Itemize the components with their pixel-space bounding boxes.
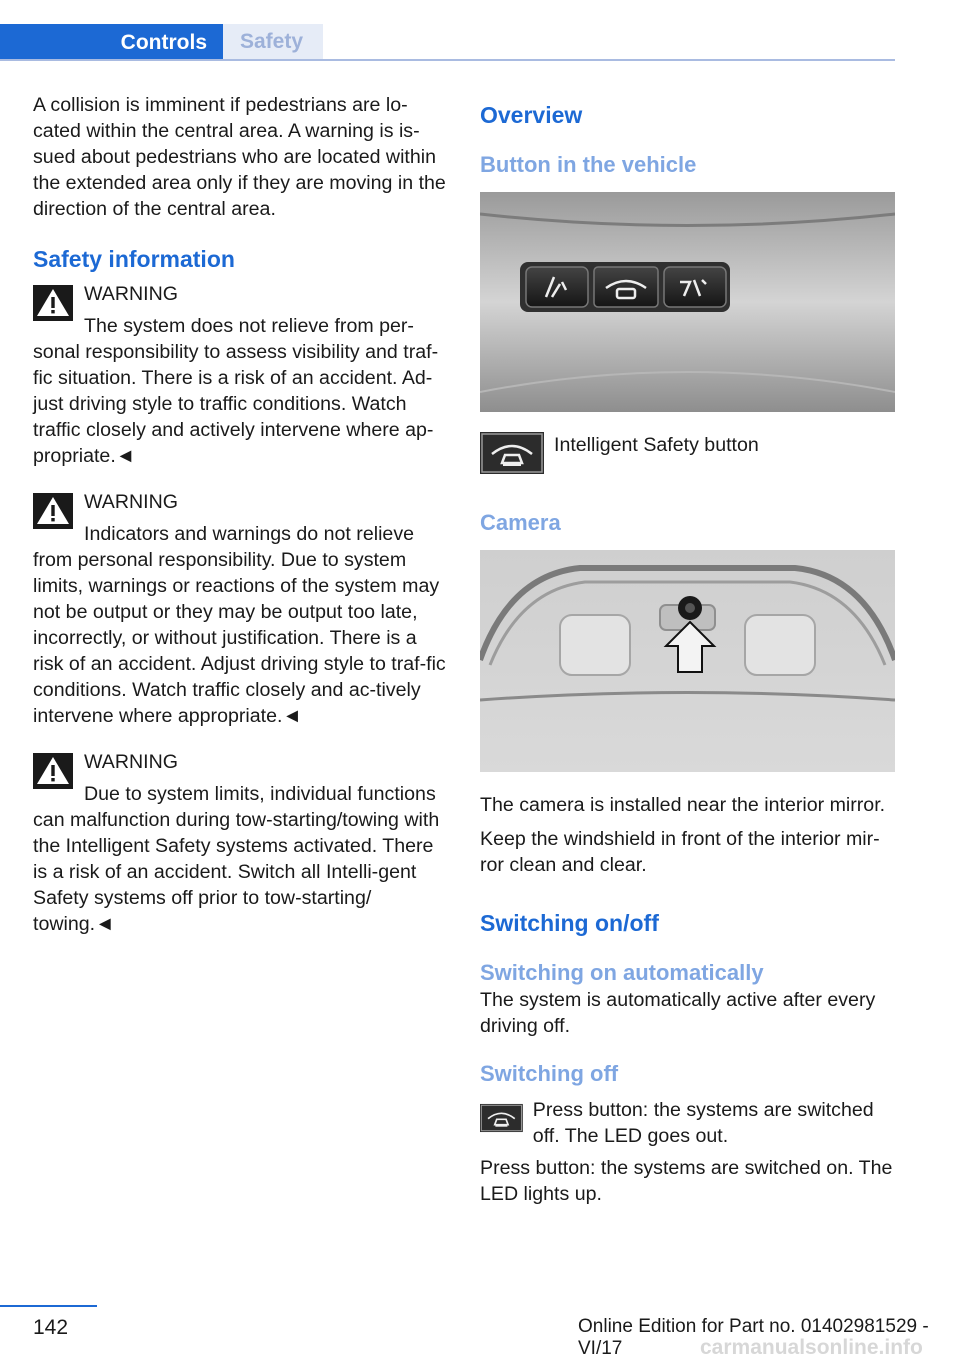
button-caption-row bbox=[480, 432, 895, 474]
switching-off-subheading: Switching off bbox=[480, 1061, 619, 1086]
camera-photo bbox=[480, 550, 895, 772]
right-column bbox=[480, 92, 895, 1207]
edition-text: Online Edition for Part no. 01402981529 - VI/17 bbox=[578, 1316, 929, 1359]
intelligent-safety-icon bbox=[480, 1097, 523, 1139]
warning-label: WARNING bbox=[84, 491, 178, 513]
tab-safety[interactable]: Safety bbox=[223, 24, 323, 59]
header-rule bbox=[0, 59, 895, 61]
warning-block-2 bbox=[33, 489, 447, 729]
page-number: 142 bbox=[33, 1316, 69, 1339]
header-tabs bbox=[0, 24, 895, 63]
switching-off-row bbox=[480, 1097, 895, 1149]
footer-rule bbox=[0, 1305, 97, 1307]
warning-block-1 bbox=[33, 281, 447, 469]
warning-text-first-line: Indicators and warnings do not relieve bbox=[84, 523, 415, 545]
camera-subheading: Camera bbox=[480, 510, 561, 535]
warning-triangle-icon bbox=[33, 753, 73, 789]
switching-heading: Switching on/off bbox=[480, 910, 659, 936]
tab-controls[interactable]: Controls bbox=[0, 24, 223, 61]
button-caption: Intelligent Safety button bbox=[554, 434, 759, 456]
switching-on-text: The system is automatically active after every driving off. bbox=[480, 989, 876, 1037]
safety-information-heading: Safety information bbox=[33, 246, 235, 272]
warning-text: can malfunction during tow-starting/towing with the Intelligent Safety systems activated. There is a risk of an accident. Switch all Intelli-gent Safety systems off prior to tow-starting/ towing.◄ bbox=[33, 809, 440, 935]
warning-triangle-icon bbox=[33, 493, 73, 529]
switching-off-text: Press button: the systems are switched off. The LED goes out. bbox=[532, 1099, 874, 1147]
button-in-vehicle-subheading: Button in the vehicle bbox=[480, 152, 697, 177]
warning-triangle-icon bbox=[33, 285, 73, 321]
warning-label: WARNING bbox=[84, 283, 178, 305]
warning-label: WARNING bbox=[84, 751, 178, 773]
intelligent-safety-icon bbox=[480, 432, 544, 474]
warning-block-3 bbox=[33, 749, 447, 937]
warning-text: sonal responsibility to assess visibility and traf-fic situation. There is a risk of an accident. Ad-just driving style to traffic conditions. Watch traffic closely and actively intervene where ap-propriate.◄ bbox=[33, 341, 439, 467]
left-column bbox=[33, 92, 447, 937]
warning-text-first-line: Due to system limits, individual functions bbox=[84, 783, 436, 805]
camera-clean-text: Keep the windshield in front of the interior mir-ror clean and clear. bbox=[480, 828, 880, 876]
switching-on-press-text: Press button: the systems are switched on. The LED lights up. bbox=[480, 1157, 893, 1205]
warning-text: from personal responsibility. Due to system limits, warnings or reactions of the system may not be output or they may be output too late, incorrectly, or without justification. There is a risk of an accident. Adjust driving style to traf-fic conditions. Watch traffic closely and ac-tively intervene where appropriate.◄ bbox=[33, 549, 446, 727]
button-panel-photo bbox=[480, 192, 895, 412]
switching-on-subheading: Switching on automatically bbox=[480, 960, 764, 985]
watermark: carmanualsonline.info bbox=[700, 1336, 923, 1359]
warning-text-first-line: The system does not relieve from per- bbox=[84, 315, 414, 337]
overview-heading: Overview bbox=[480, 102, 583, 128]
camera-location-text: The camera is installed near the interior mirror. bbox=[480, 794, 886, 816]
intro-paragraph: A collision is imminent if pedestrians are lo-cated within the central area. A warning is is-sued about pedestrians who are located within the extended area only if they are moving in the direction of the central area. bbox=[33, 94, 446, 220]
